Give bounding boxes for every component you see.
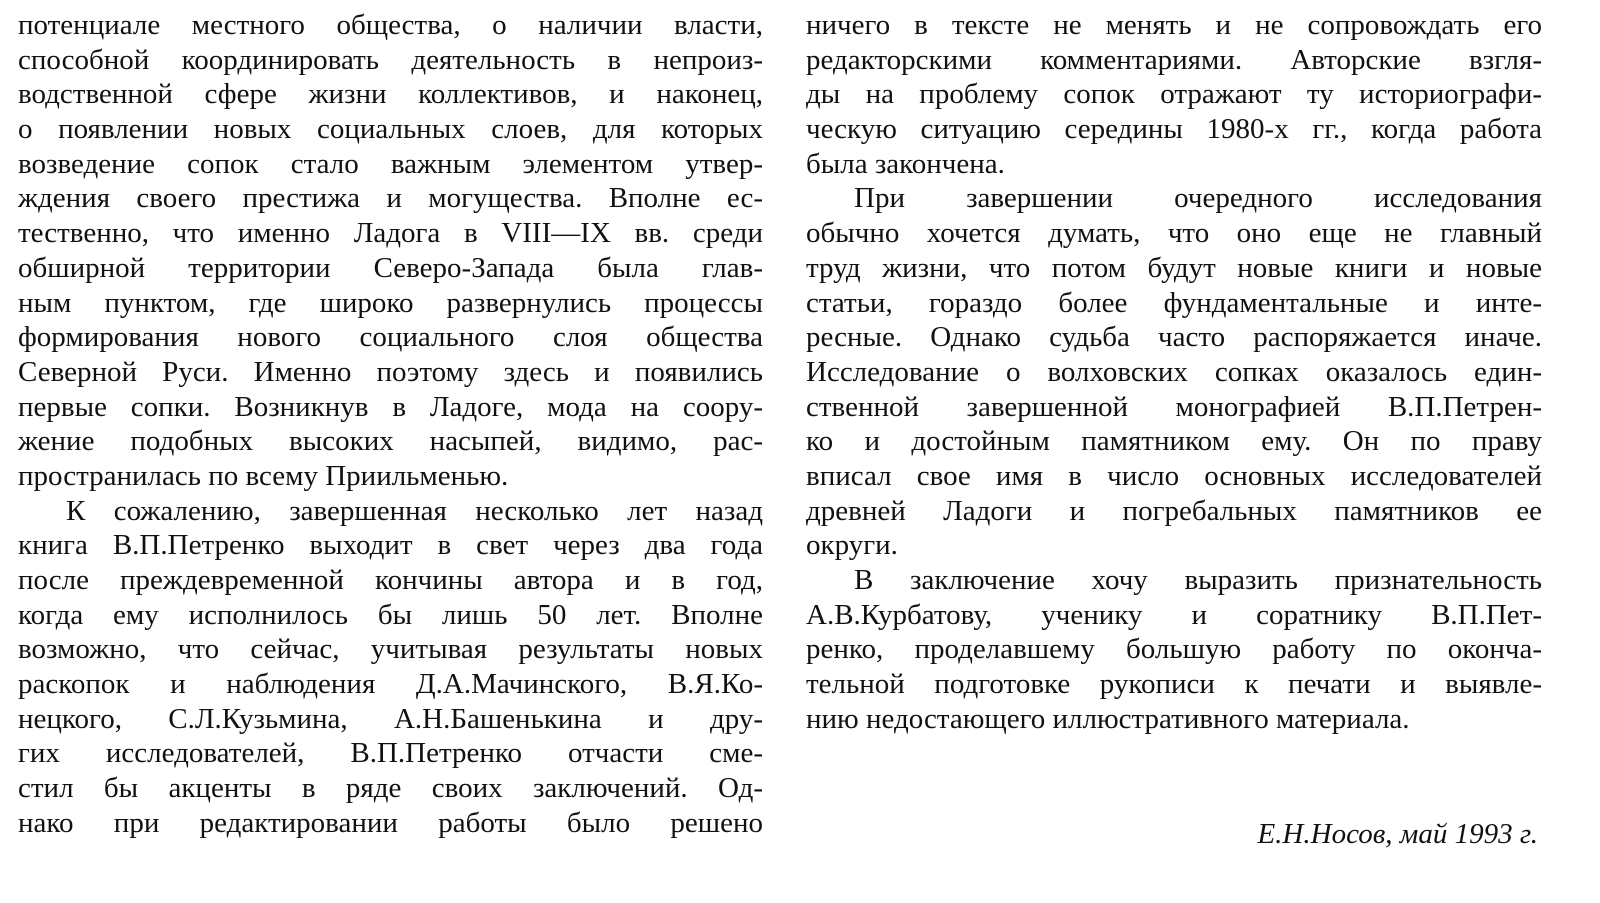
text-line: стил бы акценты в ряде своих заключений. Од- (18, 772, 763, 805)
text-line: тельной подготовке рукописи к печати и выявле- (806, 668, 1542, 701)
text-line: Северной Руси. Именно поэтому здесь и появились (18, 355, 763, 388)
text-line: К сожалению, завершенная несколько лет назад (66, 494, 763, 527)
text-line: первые сопки. Возникнув в Ладоге, мода на соору- (18, 390, 763, 423)
text-line: ным пунктом, где широко развернулись процессы (18, 286, 763, 319)
right-text-column (806, 8, 1542, 736)
author-signature: Е.Н.Носов, май 1993 г. (1257, 818, 1538, 850)
text-line: гих исследователей, В.П.Петренко отчасти сме- (18, 737, 763, 770)
text-line: ственной завершенной монографией В.П.Петрен- (806, 390, 1542, 423)
text-line: древней Ладоги и погребальных памятников ее (806, 494, 1542, 527)
text-line: способной координировать деятельность в непроиз- (18, 43, 763, 76)
text-line: когда ему исполнилось бы лишь 50 лет. Вполне (18, 598, 763, 631)
text-line: ренко, проделавшему большую работу по оконча- (806, 633, 1542, 666)
text-line: нию недостающего иллюстративного материала. (806, 702, 1410, 735)
text-line: возможно, что сейчас, учитывая результаты новых (18, 633, 763, 666)
text-line: обычно хочется думать, что оно еще не главный (806, 217, 1542, 250)
text-line: округи. (806, 529, 898, 562)
text-line: ждения своего престижа и могущества. Вполне ес- (18, 182, 763, 215)
text-line: после преждевременной кончины автора и в год, (18, 564, 763, 596)
text-line: тественно, что именно Ладога в VIII—IX вв. среди (18, 217, 763, 250)
text-line: А.В.Курбатову, ученику и соратнику В.П.Пет- (806, 598, 1542, 631)
text-line: Исследование о волховских сопках оказалось един- (806, 355, 1542, 388)
text-line: раскопок и наблюдения Д.А.Мачинского, В.Я.Ко- (18, 668, 763, 701)
text-line: нако при редактировании работы было решено (18, 806, 763, 839)
text-line: о появлении новых социальных слоев, для которых (18, 113, 763, 146)
text-line: водственной сфере жизни коллективов, и наконец, (18, 78, 763, 111)
text-line: потенциале местного общества, о наличии власти, (18, 9, 763, 41)
text-line: была закончена. (806, 147, 1005, 180)
text-line: статьи, гораздо более фундаментальные и инте- (806, 286, 1542, 319)
text-line: редакторскими комментариями. Авторские взгля- (806, 43, 1542, 76)
text-line: формирования нового социального слоя общества (18, 321, 763, 354)
text-line: ко и достойным памятником ему. Он по праву (806, 425, 1542, 458)
text-line: книга В.П.Петренко выходит в свет через два года (18, 529, 763, 562)
text-line: пространилась по всему Приильменью. (18, 459, 509, 492)
text-line: ческую ситуацию середины 1980-х гг., когда работа (806, 113, 1542, 146)
text-line: При завершении очередного исследования (854, 182, 1542, 215)
text-line: вписал свое имя в число основных исследователей (806, 459, 1542, 492)
text-line: ресные. Однако судьба часто распоряжается иначе. (806, 321, 1542, 354)
text-line: жение подобных высоких насыпей, видимо, рас- (18, 425, 763, 458)
text-line: В заключение хочу выразить признательность (854, 564, 1542, 596)
text-line: обширной территории Северо-Запада была глав- (18, 251, 763, 284)
text-line: труд жизни, что потом будут новые книги и новые (806, 251, 1542, 284)
text-line: ды на проблему сопок отражают ту историографи- (806, 78, 1542, 111)
left-text-column (18, 8, 763, 841)
text-line: нецкого, С.Л.Кузьмина, А.Н.Башенькина и дру- (18, 702, 763, 735)
text-line: возведение сопок стало важным элементом утвер- (18, 147, 763, 180)
text-line: ничего в тексте не менять и не сопровождать его (806, 9, 1542, 41)
